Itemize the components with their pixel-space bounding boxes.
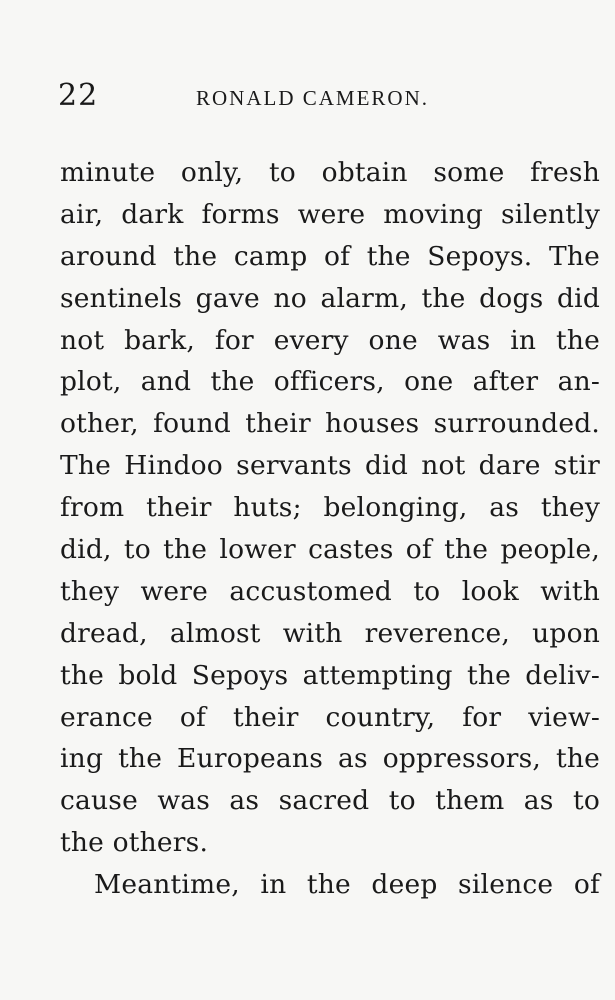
text-line: sentinels gave no alarm, the dogs did xyxy=(60,282,600,314)
text-line: ing the Europeans as oppressors, the xyxy=(60,743,600,775)
text-line: air, dark forms were moving silently xyxy=(60,198,600,230)
text-line: the bold Sepoys attempting the deliv- xyxy=(60,659,600,691)
text-line: did, to the lower castes of the people, xyxy=(60,534,600,566)
body-text xyxy=(60,152,600,906)
text-line: Meantime, in the deep silence of xyxy=(94,869,600,901)
text-line: plot, and the officers, one after an- xyxy=(60,366,600,398)
text-line: cause was as sacred to them as to xyxy=(60,785,600,817)
text-line: the others. xyxy=(60,827,209,859)
running-title: RONALD CAMERON. xyxy=(196,86,430,110)
text-line: The Hindoo servants did not dare stir xyxy=(60,450,600,482)
text-line: dread, almost with reverence, upon xyxy=(60,617,600,649)
text-line: minute only, to obtain some fresh xyxy=(60,157,600,188)
text-line: other, found their houses surrounded. xyxy=(60,408,600,440)
running-head xyxy=(58,76,578,116)
page-number: 22 xyxy=(58,78,99,113)
text-line: erance of their country, for view- xyxy=(60,701,600,733)
text-line: from their huts; belonging, as they xyxy=(60,492,600,524)
text-line: not bark, for every one was in the xyxy=(60,324,600,356)
text-line: they were accustomed to look with xyxy=(60,575,600,607)
text-line: around the camp of the Sepoys. The xyxy=(60,240,600,272)
